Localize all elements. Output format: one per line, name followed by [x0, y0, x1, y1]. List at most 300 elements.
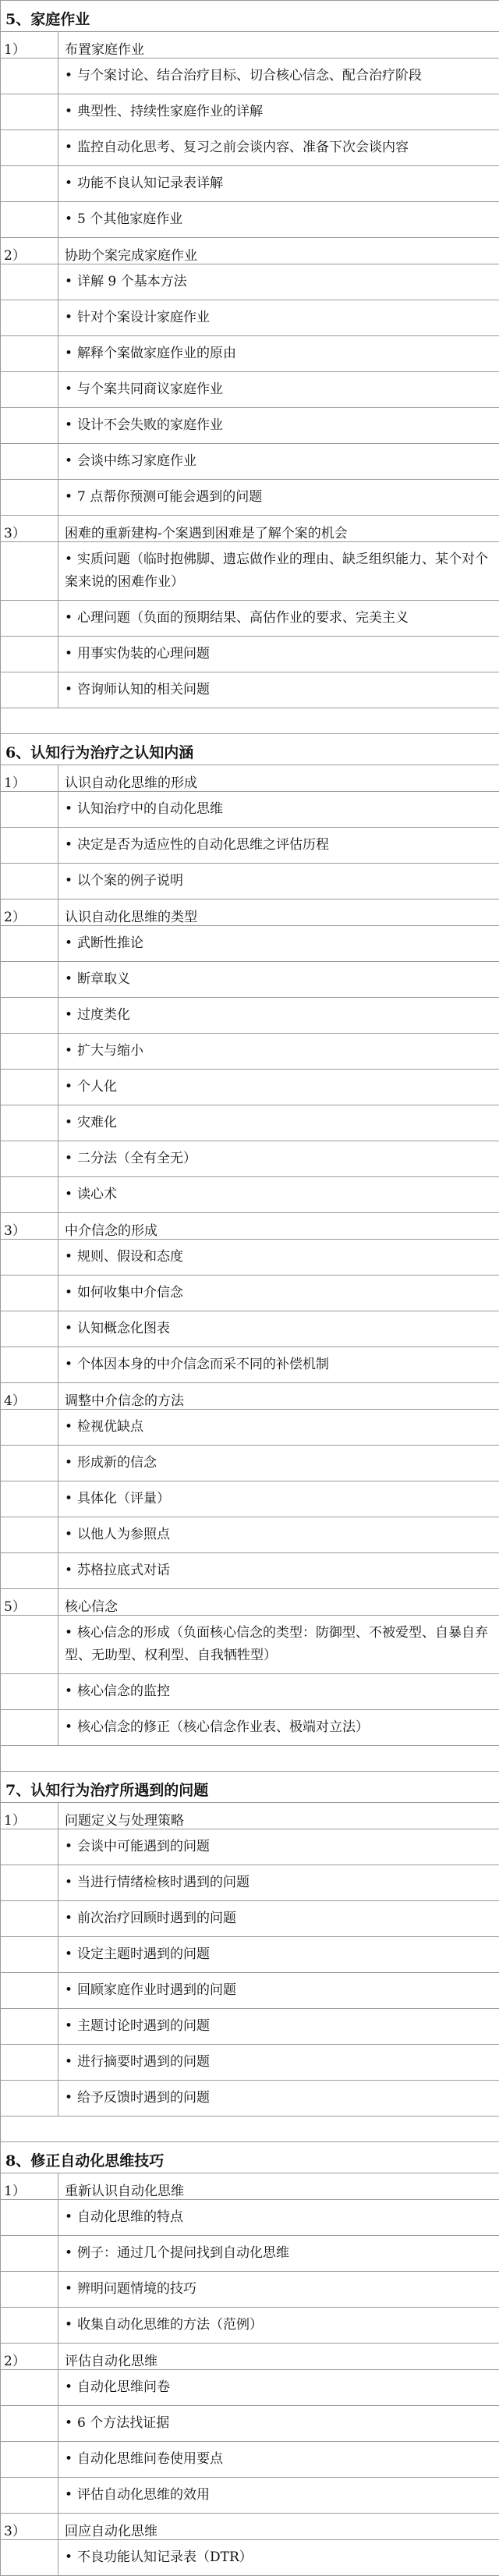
outline-item-text: 核心信念的修正（核心信念作业表、极端对立法） — [77, 1719, 369, 1735]
outline-item — [58, 998, 499, 1034]
bullet-icon: • — [65, 801, 73, 817]
outline-item-text: 自动化思维的特点 — [77, 2209, 183, 2225]
outline-item-text: 以他人为参照点 — [77, 1527, 170, 1542]
outline-item-text: 认知治疗中的自动化思维 — [77, 801, 223, 817]
spacer-cell — [1, 708, 499, 734]
outline-item-row — [1, 1829, 499, 1865]
bullet-icon: • — [65, 1007, 73, 1023]
outline-item-row — [1, 1070, 499, 1105]
outline-item-row — [1, 2009, 499, 2045]
outline-item-row — [1, 2442, 499, 2478]
outline-item-text: 给予反馈时遇到的问题 — [77, 2090, 210, 2106]
outline-item-row — [1, 2081, 499, 2117]
outline-item-text: 实质问题（临时抱佛脚、遗忘做作业的理由、缺乏组织能力、某个对个案来说的困难作业） — [65, 552, 488, 590]
outline-item-row — [1, 1674, 499, 1710]
subsection-number: 2） — [1, 2344, 58, 2370]
outline-item-row — [1, 2478, 499, 2514]
outline-item-row — [1, 202, 499, 238]
outline-item — [58, 130, 499, 166]
indent-cell — [1, 1240, 58, 1276]
indent-cell — [1, 2478, 58, 2514]
indent-cell — [1, 926, 58, 962]
bullet-icon: • — [65, 2549, 73, 2565]
outline-item-text: 进行摘要时遇到的问题 — [77, 2054, 210, 2070]
outline-item — [58, 828, 499, 864]
outline-item-text: 5 个其他家庭作业 — [77, 211, 182, 227]
outline-item — [58, 1276, 499, 1311]
indent-cell — [1, 828, 58, 864]
outline-item — [58, 2009, 499, 2045]
subsection-number: 3） — [1, 1213, 58, 1240]
outline-item-text: 咨询师认知的相关问题 — [77, 682, 210, 697]
outline-item-row — [1, 926, 499, 962]
subsection-row — [1, 238, 499, 264]
outline-item-row — [1, 1865, 499, 1901]
subsection-label: 重新认识自动化思维 — [58, 2173, 499, 2200]
bullet-icon: • — [65, 1455, 73, 1471]
outline-item-row — [1, 300, 499, 336]
indent-cell — [1, 1177, 58, 1213]
bullet-icon: • — [65, 1839, 73, 1854]
outline-item-row — [1, 864, 499, 899]
outline-item-row — [1, 408, 499, 444]
outline-item-text: 以个案的例子说明 — [77, 873, 183, 889]
subsection-number: 2） — [1, 238, 58, 264]
bullet-icon: • — [65, 2281, 73, 2297]
section-spacer-row — [1, 2117, 499, 2142]
outline-item-row — [1, 962, 499, 998]
outline-item-row — [1, 1937, 499, 1973]
bullet-icon: • — [65, 381, 73, 397]
outline-item — [58, 372, 499, 408]
spacer-cell — [1, 1746, 499, 1772]
bullet-icon: • — [65, 176, 73, 191]
bullet-icon: • — [65, 68, 73, 83]
outline-item — [58, 792, 499, 828]
bullet-icon: • — [65, 453, 73, 469]
bullet-icon: • — [65, 489, 73, 505]
indent-cell — [1, 336, 58, 372]
subsection-label: 布置家庭作业 — [58, 32, 499, 59]
bullet-icon: • — [65, 417, 73, 433]
subsection-label: 困难的重新建构-个案遇到困难是了解个案的机会 — [58, 516, 499, 542]
outline-item-row — [1, 1177, 499, 1213]
outline-item — [58, 1937, 499, 1973]
bullet-icon: • — [65, 2415, 73, 2431]
indent-cell — [1, 1937, 58, 1973]
outline-item-row — [1, 1616, 499, 1674]
outline-item — [58, 1865, 499, 1901]
outline-item-row — [1, 130, 499, 166]
subsection-row — [1, 1589, 499, 1616]
outline-item-text: 回顾家庭作业时遇到的问题 — [77, 1982, 236, 1998]
outline-item-text: 会谈中练习家庭作业 — [77, 453, 196, 469]
bullet-icon: • — [65, 1419, 73, 1435]
indent-cell — [1, 2370, 58, 2406]
outline-item — [58, 2442, 499, 2478]
indent-cell — [1, 962, 58, 998]
outline-item-text: 武断性推论 — [77, 935, 143, 951]
outline-item-row — [1, 1240, 499, 1276]
bullet-icon: • — [65, 1982, 73, 1998]
bullet-icon: • — [65, 1527, 73, 1542]
bullet-icon: • — [65, 104, 73, 119]
outline-item-text: 过度类化 — [77, 1007, 130, 1023]
outline-item-row — [1, 2540, 499, 2576]
indent-cell — [1, 59, 58, 94]
outline-item-text: 辨明问题情境的技巧 — [77, 2281, 196, 2297]
outline-item-text: 个人化 — [77, 1079, 117, 1095]
subsection-label: 评估自动化思维 — [58, 2344, 499, 2370]
outline-item-text: 如何收集中介信念 — [77, 1285, 183, 1300]
outline-item-row — [1, 1141, 499, 1177]
indent-cell — [1, 2308, 58, 2344]
indent-cell — [1, 1829, 58, 1865]
outline-item — [58, 2540, 499, 2576]
outline-item — [58, 1517, 499, 1553]
outline-item — [58, 1553, 499, 1589]
bullet-icon: • — [65, 837, 73, 853]
outline-item — [58, 1347, 499, 1383]
subsection-row — [1, 1803, 499, 1829]
indent-cell — [1, 1865, 58, 1901]
outline-item — [58, 1481, 499, 1517]
subsection-label: 认识自动化思维的类型 — [58, 899, 499, 926]
outline-item — [58, 166, 499, 202]
outline-item-text: 读心术 — [77, 1187, 117, 1202]
indent-cell — [1, 1517, 58, 1553]
outline-item-text: 与个案讨论、结合治疗目标、切合核心信念、配合治疗阶段 — [77, 68, 422, 83]
outline-item — [58, 1829, 499, 1865]
outline-item-text: 收集自动化思维的方法（范例） — [77, 2317, 263, 2333]
bullet-icon: • — [65, 140, 73, 155]
subsection-label: 协助个案完成家庭作业 — [58, 238, 499, 264]
spacer-cell — [1, 2117, 499, 2142]
subsection-row — [1, 516, 499, 542]
outline-item-row — [1, 1553, 499, 1589]
indent-cell — [1, 1034, 58, 1070]
bullet-icon: • — [65, 2018, 73, 2034]
indent-cell — [1, 2406, 58, 2442]
bullet-icon: • — [65, 1875, 73, 1890]
indent-cell — [1, 1410, 58, 1446]
outline-item-text: 检视优缺点 — [77, 1419, 143, 1435]
outline-item-row — [1, 336, 499, 372]
section-title: 5、家庭作业 — [1, 1, 499, 32]
outline-item-text: 苏格拉底式对话 — [77, 1563, 170, 1578]
indent-cell — [1, 1347, 58, 1383]
outline-item — [58, 59, 499, 94]
subsection-number: 4） — [1, 1383, 58, 1410]
outline-item-text: 核心信念的监控 — [77, 1684, 170, 1699]
outline-item-text: 自动化思维问卷 — [77, 2379, 170, 2395]
outline-item-text: 解释个案做家庭作业的原由 — [77, 346, 236, 361]
section-title-row — [1, 1772, 499, 1803]
bullet-icon: • — [65, 646, 73, 662]
bullet-icon: • — [65, 2379, 73, 2395]
bullet-icon: • — [65, 1187, 73, 1202]
outline-item-row — [1, 601, 499, 637]
outline-item — [58, 1311, 499, 1347]
outline-item-text: 不良功能认知记录表（DTR） — [77, 2549, 253, 2565]
outline-item — [58, 1240, 499, 1276]
outline-item-row — [1, 637, 499, 672]
outline-item-row — [1, 2308, 499, 2344]
bullet-icon: • — [65, 2317, 73, 2333]
outline-item-text: 设定主题时遇到的问题 — [77, 1946, 210, 1962]
section-title-row — [1, 1, 499, 32]
outline-item-row — [1, 1973, 499, 2009]
outline-item-row — [1, 792, 499, 828]
outline-item — [58, 2045, 499, 2081]
outline-item-row — [1, 480, 499, 516]
bullet-icon: • — [65, 1151, 73, 1166]
outline-item-row — [1, 998, 499, 1034]
outline-item-text: 功能不良认知记录表详解 — [77, 176, 223, 191]
outline-item-row — [1, 542, 499, 601]
outline-item-row — [1, 672, 499, 708]
outline-item-row — [1, 828, 499, 864]
indent-cell — [1, 1710, 58, 1746]
outline-item — [58, 300, 499, 336]
indent-cell — [1, 372, 58, 408]
outline-item — [58, 2200, 499, 2236]
indent-cell — [1, 1481, 58, 1517]
outline-item-row — [1, 2200, 499, 2236]
bullet-icon: • — [65, 1911, 73, 1926]
outline-item — [58, 2406, 499, 2442]
outline-item-row — [1, 94, 499, 130]
indent-cell — [1, 444, 58, 480]
indent-cell — [1, 1553, 58, 1589]
bullet-icon: • — [65, 2451, 73, 2467]
bullet-icon: • — [65, 873, 73, 889]
indent-cell — [1, 2081, 58, 2117]
indent-cell — [1, 998, 58, 1034]
outline-item-text: 监控自动化思考、复习之前会谈内容、准备下次会谈内容 — [77, 140, 409, 155]
outline-item-text: 详解 9 个基本方法 — [77, 274, 187, 289]
outline-item-row — [1, 166, 499, 202]
bullet-icon: • — [65, 2209, 73, 2225]
outline-item — [58, 2272, 499, 2308]
outline-item — [58, 1034, 499, 1070]
outline-item-text: 具体化（评量） — [77, 1491, 170, 1506]
indent-cell — [1, 672, 58, 708]
indent-cell — [1, 130, 58, 166]
section-title: 6、认知行为治疗之认知内涵 — [1, 734, 499, 765]
outline-item — [58, 1070, 499, 1105]
indent-cell — [1, 1674, 58, 1710]
indent-cell — [1, 637, 58, 672]
indent-cell — [1, 2442, 58, 2478]
indent-cell — [1, 2045, 58, 2081]
outline-item-row — [1, 1710, 499, 1746]
subsection-label: 认识自动化思维的形成 — [58, 765, 499, 792]
section-spacer-row — [1, 1746, 499, 1772]
bullet-icon: • — [65, 2054, 73, 2070]
subsection-number: 1） — [1, 32, 58, 59]
outline-item — [58, 2081, 499, 2117]
subsection-row — [1, 899, 499, 926]
outline-item — [58, 480, 499, 516]
subsection-row — [1, 1383, 499, 1410]
indent-cell — [1, 2540, 58, 2576]
section-title: 7、认知行为治疗所遇到的问题 — [1, 1772, 499, 1803]
subsection-row — [1, 32, 499, 59]
bullet-icon: • — [65, 274, 73, 289]
section-spacer-row — [1, 708, 499, 734]
outline-item — [58, 1446, 499, 1481]
outline-item-text: 二分法（全有全无） — [77, 1151, 196, 1166]
indent-cell — [1, 864, 58, 899]
subsection-row — [1, 2514, 499, 2540]
subsection-label: 核心信念 — [58, 1589, 499, 1616]
bullet-icon: • — [65, 1115, 73, 1130]
outline-item — [58, 637, 499, 672]
bullet-icon: • — [65, 2090, 73, 2106]
subsection-row — [1, 1213, 499, 1240]
outline-item-row — [1, 1446, 499, 1481]
indent-cell — [1, 300, 58, 336]
outline-item-row — [1, 1901, 499, 1937]
outline-item — [58, 264, 499, 300]
outline-item — [58, 2478, 499, 2514]
bullet-icon: • — [65, 1079, 73, 1095]
subsection-number: 2） — [1, 899, 58, 926]
bullet-icon: • — [65, 1563, 73, 1578]
outline-item — [58, 2308, 499, 2344]
outline-item-row — [1, 1276, 499, 1311]
subsection-row — [1, 765, 499, 792]
outline-item-text: 主题讨论时遇到的问题 — [77, 2018, 210, 2034]
outline-item — [58, 202, 499, 238]
indent-cell — [1, 601, 58, 637]
outline-item — [58, 601, 499, 637]
outline-item — [58, 444, 499, 480]
indent-cell — [1, 2009, 58, 2045]
subsection-number: 3） — [1, 2514, 58, 2540]
outline-item-row — [1, 372, 499, 408]
bullet-icon: • — [65, 1357, 73, 1372]
outline-item-text: 评估自动化思维的效用 — [77, 2487, 210, 2503]
outline-item-text: 自动化思维问卷使用要点 — [77, 2451, 223, 2467]
outline-item — [58, 2370, 499, 2406]
bullet-icon: • — [65, 1043, 73, 1059]
outline-item — [58, 94, 499, 130]
outline-item — [58, 542, 499, 601]
outline-item — [58, 2236, 499, 2272]
section-title-row — [1, 2142, 499, 2173]
outline-item-text: 典型性、持续性家庭作业的详解 — [77, 104, 263, 119]
outline-item-row — [1, 1034, 499, 1070]
outline-item-text: 针对个案设计家庭作业 — [77, 310, 210, 325]
outline-item-row — [1, 264, 499, 300]
outline-item-row — [1, 444, 499, 480]
indent-cell — [1, 480, 58, 516]
bullet-icon: • — [65, 310, 73, 325]
outline-item-row — [1, 2370, 499, 2406]
indent-cell — [1, 542, 58, 601]
outline-item — [58, 408, 499, 444]
outline-item-row — [1, 2406, 499, 2442]
indent-cell — [1, 1070, 58, 1105]
subsection-number: 1） — [1, 2173, 58, 2200]
outline-item-text: 形成新的信念 — [77, 1455, 157, 1471]
outline-item-text: 与个案共同商议家庭作业 — [77, 381, 223, 397]
outline-item-row — [1, 1311, 499, 1347]
indent-cell — [1, 1311, 58, 1347]
bullet-icon: • — [65, 971, 73, 987]
bullet-icon: • — [65, 552, 73, 567]
subsection-label: 调整中介信念的方法 — [58, 1383, 499, 1410]
indent-cell — [1, 1276, 58, 1311]
bullet-icon: • — [65, 1491, 73, 1506]
outline-item-text: 认知概念化图表 — [77, 1321, 170, 1336]
outline-item-text: 例子：通过几个提问找到自动化思维 — [77, 2245, 289, 2261]
outline-item-row — [1, 2272, 499, 2308]
indent-cell — [1, 2272, 58, 2308]
indent-cell — [1, 264, 58, 300]
outline-item-row — [1, 1481, 499, 1517]
bullet-icon: • — [65, 2487, 73, 2503]
outline-item-row — [1, 1517, 499, 1553]
indent-cell — [1, 1616, 58, 1674]
outline-item-row — [1, 2045, 499, 2081]
bullet-icon: • — [65, 1321, 73, 1336]
bullet-icon: • — [65, 2245, 73, 2261]
indent-cell — [1, 94, 58, 130]
subsection-number: 5） — [1, 1589, 58, 1616]
outline-item-row — [1, 1410, 499, 1446]
outline-item-text: 规则、假设和态度 — [77, 1249, 183, 1265]
outline-item-row — [1, 2236, 499, 2272]
outline-item — [58, 1410, 499, 1446]
outline-item — [58, 962, 499, 998]
subsection-label: 问题定义与处理策略 — [58, 1803, 499, 1829]
outline-item-text: 设计不会失败的家庭作业 — [77, 417, 223, 433]
outline-item-text: 断章取义 — [77, 971, 130, 987]
outline-item — [58, 864, 499, 899]
indent-cell — [1, 202, 58, 238]
bullet-icon: • — [65, 1625, 73, 1641]
bullet-icon: • — [65, 935, 73, 951]
indent-cell — [1, 1901, 58, 1937]
outline-item-row — [1, 1105, 499, 1141]
subsection-row — [1, 2173, 499, 2200]
bullet-icon: • — [65, 610, 73, 626]
outline-item-text: 灾难化 — [77, 1115, 117, 1130]
outline-item-text: 决定是否为适应性的自动化思维之评估历程 — [77, 837, 329, 853]
indent-cell — [1, 1105, 58, 1141]
bullet-icon: • — [65, 1684, 73, 1699]
outline-item-text: 当进行情绪检核时遇到的问题 — [77, 1875, 250, 1890]
outline-item-text: 7 点帮你预测可能会遇到的问题 — [77, 489, 262, 505]
outline-item-text: 心理问题（负面的预期结果、高估作业的要求、完美主义 — [77, 610, 409, 626]
indent-cell — [1, 408, 58, 444]
subsection-label: 中介信念的形成 — [58, 1213, 499, 1240]
outline-item — [58, 926, 499, 962]
outline-item — [58, 1710, 499, 1746]
indent-cell — [1, 2200, 58, 2236]
outline-item — [58, 1674, 499, 1710]
outline-item-text: 会谈中可能遇到的问题 — [77, 1839, 210, 1854]
outline-item-text: 6 个方法找证据 — [77, 2415, 169, 2431]
bullet-icon: • — [65, 211, 73, 227]
indent-cell — [1, 2236, 58, 2272]
bullet-icon: • — [65, 346, 73, 361]
outline-item — [58, 1105, 499, 1141]
subsection-number: 3） — [1, 516, 58, 542]
